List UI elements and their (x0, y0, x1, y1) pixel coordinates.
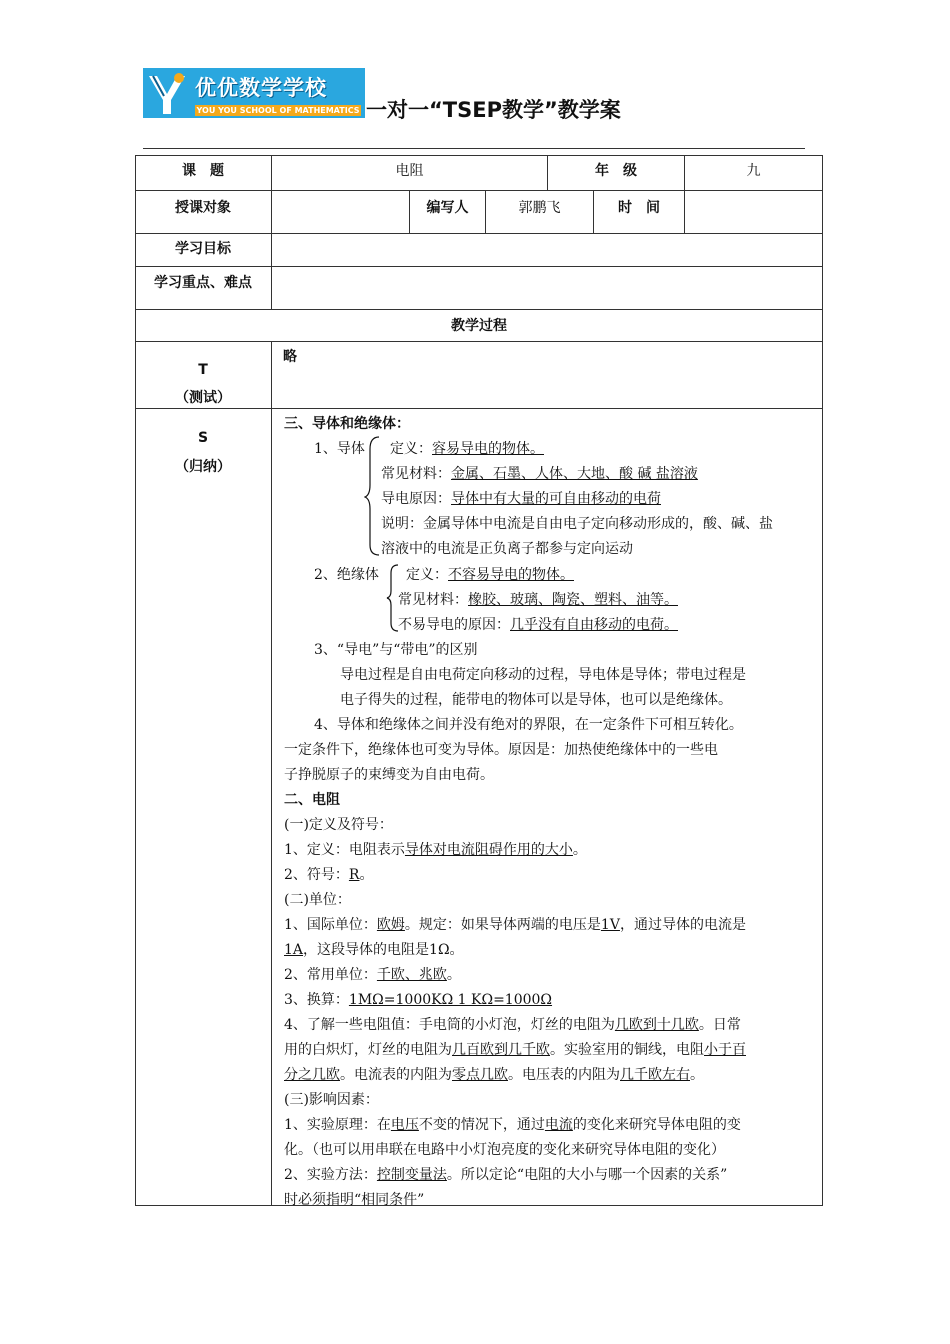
definition-line: 1、定义：电阻表示导体对电流阻碍作用的大小。 (284, 842, 587, 858)
audience-label: 授课对象 (175, 200, 231, 216)
convert-line2: 一定条件下，绝缘体也可变为导体。原因是：加热使绝缘体中的一些电 (284, 742, 718, 758)
topic-value: 电阻 (395, 163, 424, 179)
resistance-values-line2: 用的白炽灯，灯丝的电阻为几百欧到几千欧。实验室用的铜线，电阻小于百 (284, 1042, 746, 1058)
convert-line3: 子挣脱原子的束缚变为自由电荷。 (284, 767, 494, 783)
school-logo (143, 68, 365, 118)
insulator-label: 2、绝缘体 (314, 567, 379, 583)
conduct-vs-charged-line1: 导电过程是自由电荷定向移动的过程，导电体是导体；带电过程是 (340, 667, 746, 683)
experiment-method-line1: 2、实验方法：控制变量法。所以定论“电阻的大小与哪一个因素的关系” (284, 1167, 728, 1183)
definition-subtitle: (一)定义及符号： (284, 817, 393, 833)
conduct-vs-charged-title: 3、“导电”与“带电”的区别 (314, 642, 478, 658)
factors-subtitle: (三)影响因素： (284, 1092, 379, 1108)
conductor-definition: 定义：容易导电的物体。 (390, 441, 544, 457)
conductor-note-line1: 说明：金属导体中电流是自由电子定向移动形成的，酸、碱、盐 (381, 516, 773, 532)
goal-label: 学习目标 (175, 241, 231, 257)
t-sublabel: （测试） (175, 390, 231, 406)
logo-y-mark-icon (145, 70, 191, 116)
experiment-principle-line2: 化。（也可以用串联在电路中小灯泡亮度的变化来研究导体电阻的变化） (284, 1142, 725, 1158)
section-three-title: 三、导体和绝缘体： (284, 416, 410, 432)
logo-school-english: YOU YOU SCHOOL OF MATHEMATICS (196, 106, 360, 115)
grade-value: 九 (746, 163, 761, 179)
conductor-reason: 导电原因：导体中有大量的可自由移动的电荷 (381, 491, 661, 507)
time-label: 时 间 (618, 200, 660, 216)
t-label: T (198, 362, 208, 378)
unit-subtitle: (二)单位： (284, 892, 351, 908)
author-value: 郭鹏飞 (518, 200, 561, 216)
s-label: S (197, 430, 209, 446)
s-sublabel: （归纳） (175, 459, 231, 475)
topic-label: 课 题 (182, 163, 224, 179)
insulator-reason: 不易导电的原因：几乎没有自由移动的电荷。 (398, 617, 678, 633)
grade-label: 年 级 (595, 163, 637, 179)
insulator-definition: 定义：不容易导电的物体。 (406, 567, 574, 583)
conductor-materials: 常见材料：金属、石墨、人体、大地、酸 碱 盐溶液 (381, 466, 698, 482)
t-content: 略 (283, 349, 297, 365)
conductor-label: 1、导体 (314, 441, 365, 457)
experiment-principle-line1: 1、实验原理：在电压不变的情况下，通过电流的变化来研究导体电阻的变 (284, 1117, 741, 1133)
keypoints-label: 学习重点、难点 (154, 275, 252, 291)
symbol-line: 2、符号：R。 (284, 867, 374, 883)
conductor-brace-icon (364, 435, 382, 557)
conversion-line: 3、换算：1MΩ=1000KΩ 1 KΩ=1000Ω (284, 992, 553, 1008)
experiment-method-line2: 时必须指明“相同条件” (284, 1192, 425, 1208)
logo-school-name: 优优数学学校 (195, 76, 327, 100)
si-unit-line2: 1A，这段导体的电阻是1Ω。 (284, 942, 464, 958)
common-units-line: 2、常用单位：千欧、兆欧。 (284, 967, 461, 983)
process-header: 教学过程 (451, 318, 507, 334)
resistance-values-line3: 分之几欧。电流表的内阻为零点几欧。电压表的内阻为几千欧左右。 (284, 1067, 704, 1083)
convert-line1: 4、导体和绝缘体之间并没有绝对的界限，在一定条件下可相互转化。 (314, 717, 743, 733)
insulator-materials: 常见材料：橡胶、玻璃、陶瓷、塑料、油等。 (398, 592, 678, 608)
section-two-title: 二、电阻 (284, 792, 340, 808)
author-label: 编写人 (426, 200, 469, 216)
header-divider (143, 148, 805, 149)
conductor-note-line2: 溶液中的电流是正负离子都参与定向运动 (381, 541, 633, 557)
si-unit-line1: 1、国际单位：欧姆。规定：如果导体两端的电压是1V，通过导体的电流是 (284, 917, 746, 933)
resistance-values-line1: 4、了解一些电阻值：手电筒的小灯泡，灯丝的电阻为几欧到十几欧。日常 (284, 1017, 741, 1033)
document-title: 一对一“TSEP教学”教学案 (366, 98, 621, 122)
conduct-vs-charged-line2: 电子得失的过程，能带电的物体可以是导体，也可以是绝缘体。 (340, 692, 732, 708)
